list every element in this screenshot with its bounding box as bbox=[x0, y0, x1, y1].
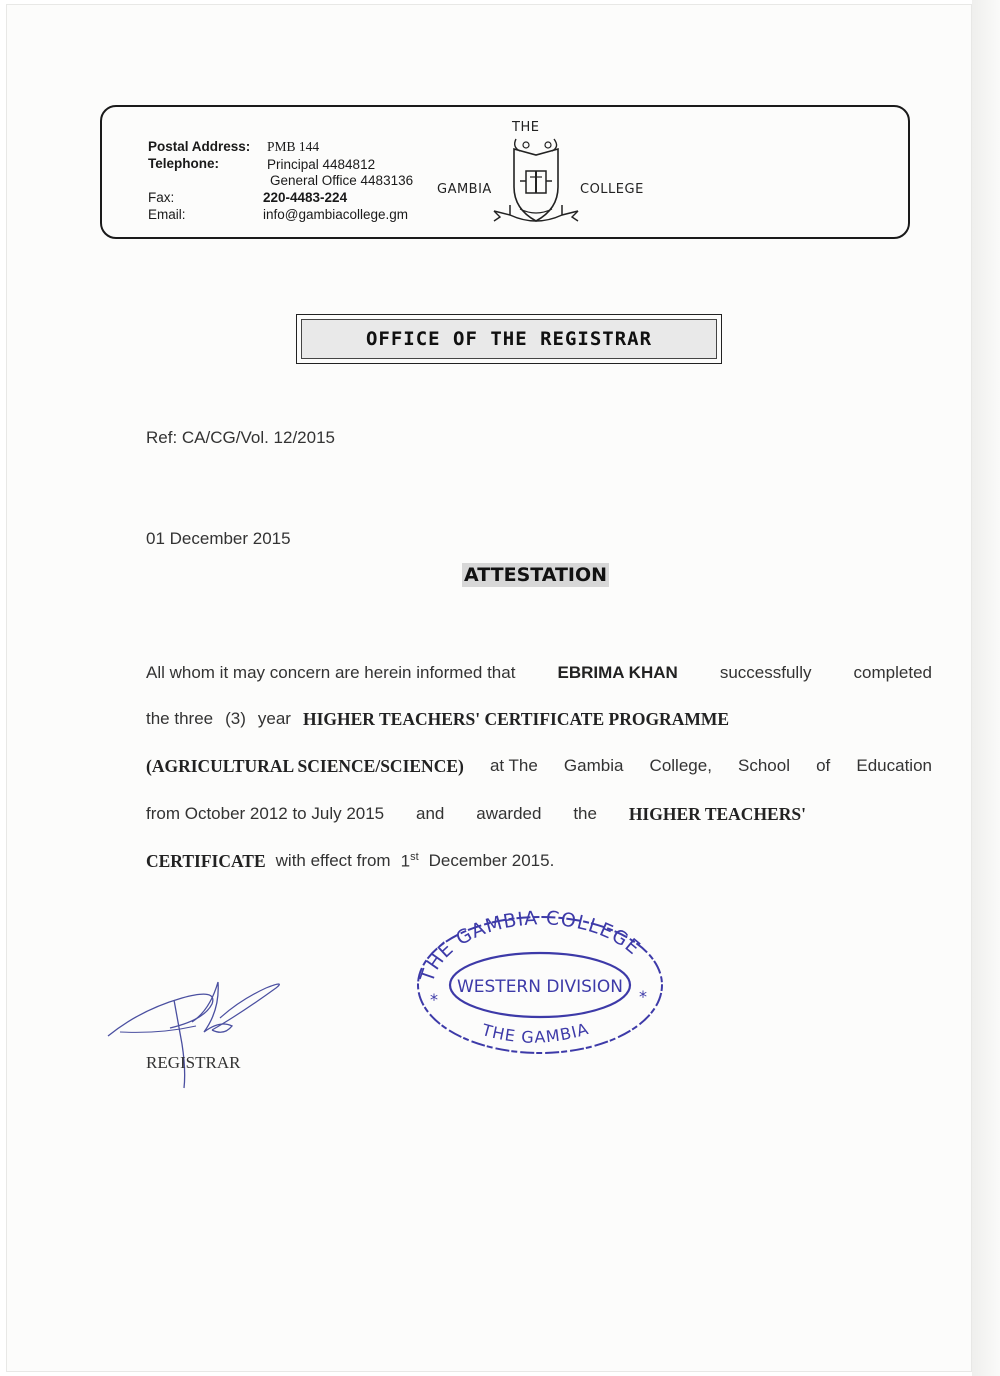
fax-row bbox=[148, 190, 348, 206]
certificate-name: HIGHER TEACHERS' bbox=[628, 804, 806, 824]
svg-text:THE GAMBIA bbox=[479, 1019, 591, 1047]
reference-number: Ref: CA/CG/Vol. 12/2015 bbox=[146, 428, 335, 447]
body-text: with effect from bbox=[275, 851, 391, 870]
fax-label: Fax: bbox=[148, 190, 175, 205]
letter-date: 01 December 2015 bbox=[146, 529, 291, 548]
email-row bbox=[148, 207, 409, 223]
telephone-label: Telephone: bbox=[148, 156, 220, 171]
programme-subject: (AGRICULTURAL SCIENCE/SCIENCE) bbox=[146, 756, 464, 776]
body-text: of bbox=[816, 756, 831, 775]
registrar-label: REGISTRAR bbox=[146, 1053, 241, 1072]
office-title: OFFICE OF THE REGISTRAR bbox=[365, 328, 653, 350]
body-text: at The bbox=[489, 756, 538, 775]
office-title-inner bbox=[301, 319, 717, 359]
telephone-office: General Office 4483136 bbox=[270, 173, 414, 188]
body-text: completed bbox=[853, 663, 932, 682]
stamp-star-left: * bbox=[430, 990, 438, 1009]
telephone-row bbox=[148, 156, 414, 188]
letterhead-box bbox=[100, 105, 910, 239]
body-text: All whom it may concern are herein informed that bbox=[146, 663, 516, 682]
stamp-text-bottom: THE GAMBIA bbox=[479, 1018, 592, 1047]
stamp-star-right: * bbox=[639, 987, 647, 1006]
office-title-box bbox=[296, 314, 722, 364]
postal-label: Postal Address: bbox=[148, 139, 251, 154]
body-text: (3) bbox=[225, 709, 246, 728]
student-name: EBRIMA KHAN bbox=[557, 663, 678, 682]
body-text: Gambia bbox=[563, 756, 624, 775]
certificate-name: CERTIFICATE bbox=[146, 851, 266, 871]
body-text: Education bbox=[856, 756, 932, 775]
body-line-3 bbox=[146, 756, 932, 777]
logo-text-college: COLLEGE bbox=[580, 182, 644, 197]
attestation-heading: ATTESTATION bbox=[464, 564, 608, 586]
body-text: and bbox=[416, 804, 445, 823]
logo-text-the: THE bbox=[512, 120, 540, 135]
stamp-text-inner: WESTERN DIVISION bbox=[456, 977, 624, 997]
body-text: College, bbox=[649, 756, 712, 775]
body-text: awarded bbox=[476, 804, 542, 823]
body-text: year bbox=[257, 709, 291, 728]
body-text: from October 2012 to July 2015 bbox=[146, 804, 385, 823]
body-line-5 bbox=[146, 851, 932, 872]
telephone-principal: Principal 4484812 bbox=[267, 157, 376, 172]
body-text: School bbox=[738, 756, 790, 775]
programme-name: HIGHER TEACHERS' CERTIFICATE PROGRAMME bbox=[302, 709, 730, 729]
body-text: successfully bbox=[719, 663, 812, 682]
body-text: December 2015. bbox=[428, 851, 555, 870]
paper-edge bbox=[972, 0, 1000, 1376]
fax-value: 220-4483-224 bbox=[263, 190, 348, 205]
stamp-text-top: THE GAMBIA COLLEGE bbox=[416, 910, 645, 985]
body-line-1 bbox=[146, 663, 932, 683]
college-stamp bbox=[405, 910, 675, 1060]
body-line-2 bbox=[146, 709, 932, 730]
effective-day: 1st bbox=[400, 851, 419, 871]
body-text: the three bbox=[146, 709, 214, 728]
email-value: info@gambiacollege.gm bbox=[263, 207, 409, 222]
postal-address-row bbox=[148, 139, 320, 155]
body-line-4 bbox=[146, 804, 806, 825]
postal-value: PMB 144 bbox=[267, 139, 320, 154]
logo-text-gambia: GAMBIA bbox=[437, 182, 492, 197]
crest-icon bbox=[490, 135, 582, 233]
body-text: the bbox=[573, 804, 597, 823]
svg-text:THE GAMBIA COLLEGE bbox=[416, 910, 645, 986]
email-label: Email: bbox=[148, 207, 186, 222]
